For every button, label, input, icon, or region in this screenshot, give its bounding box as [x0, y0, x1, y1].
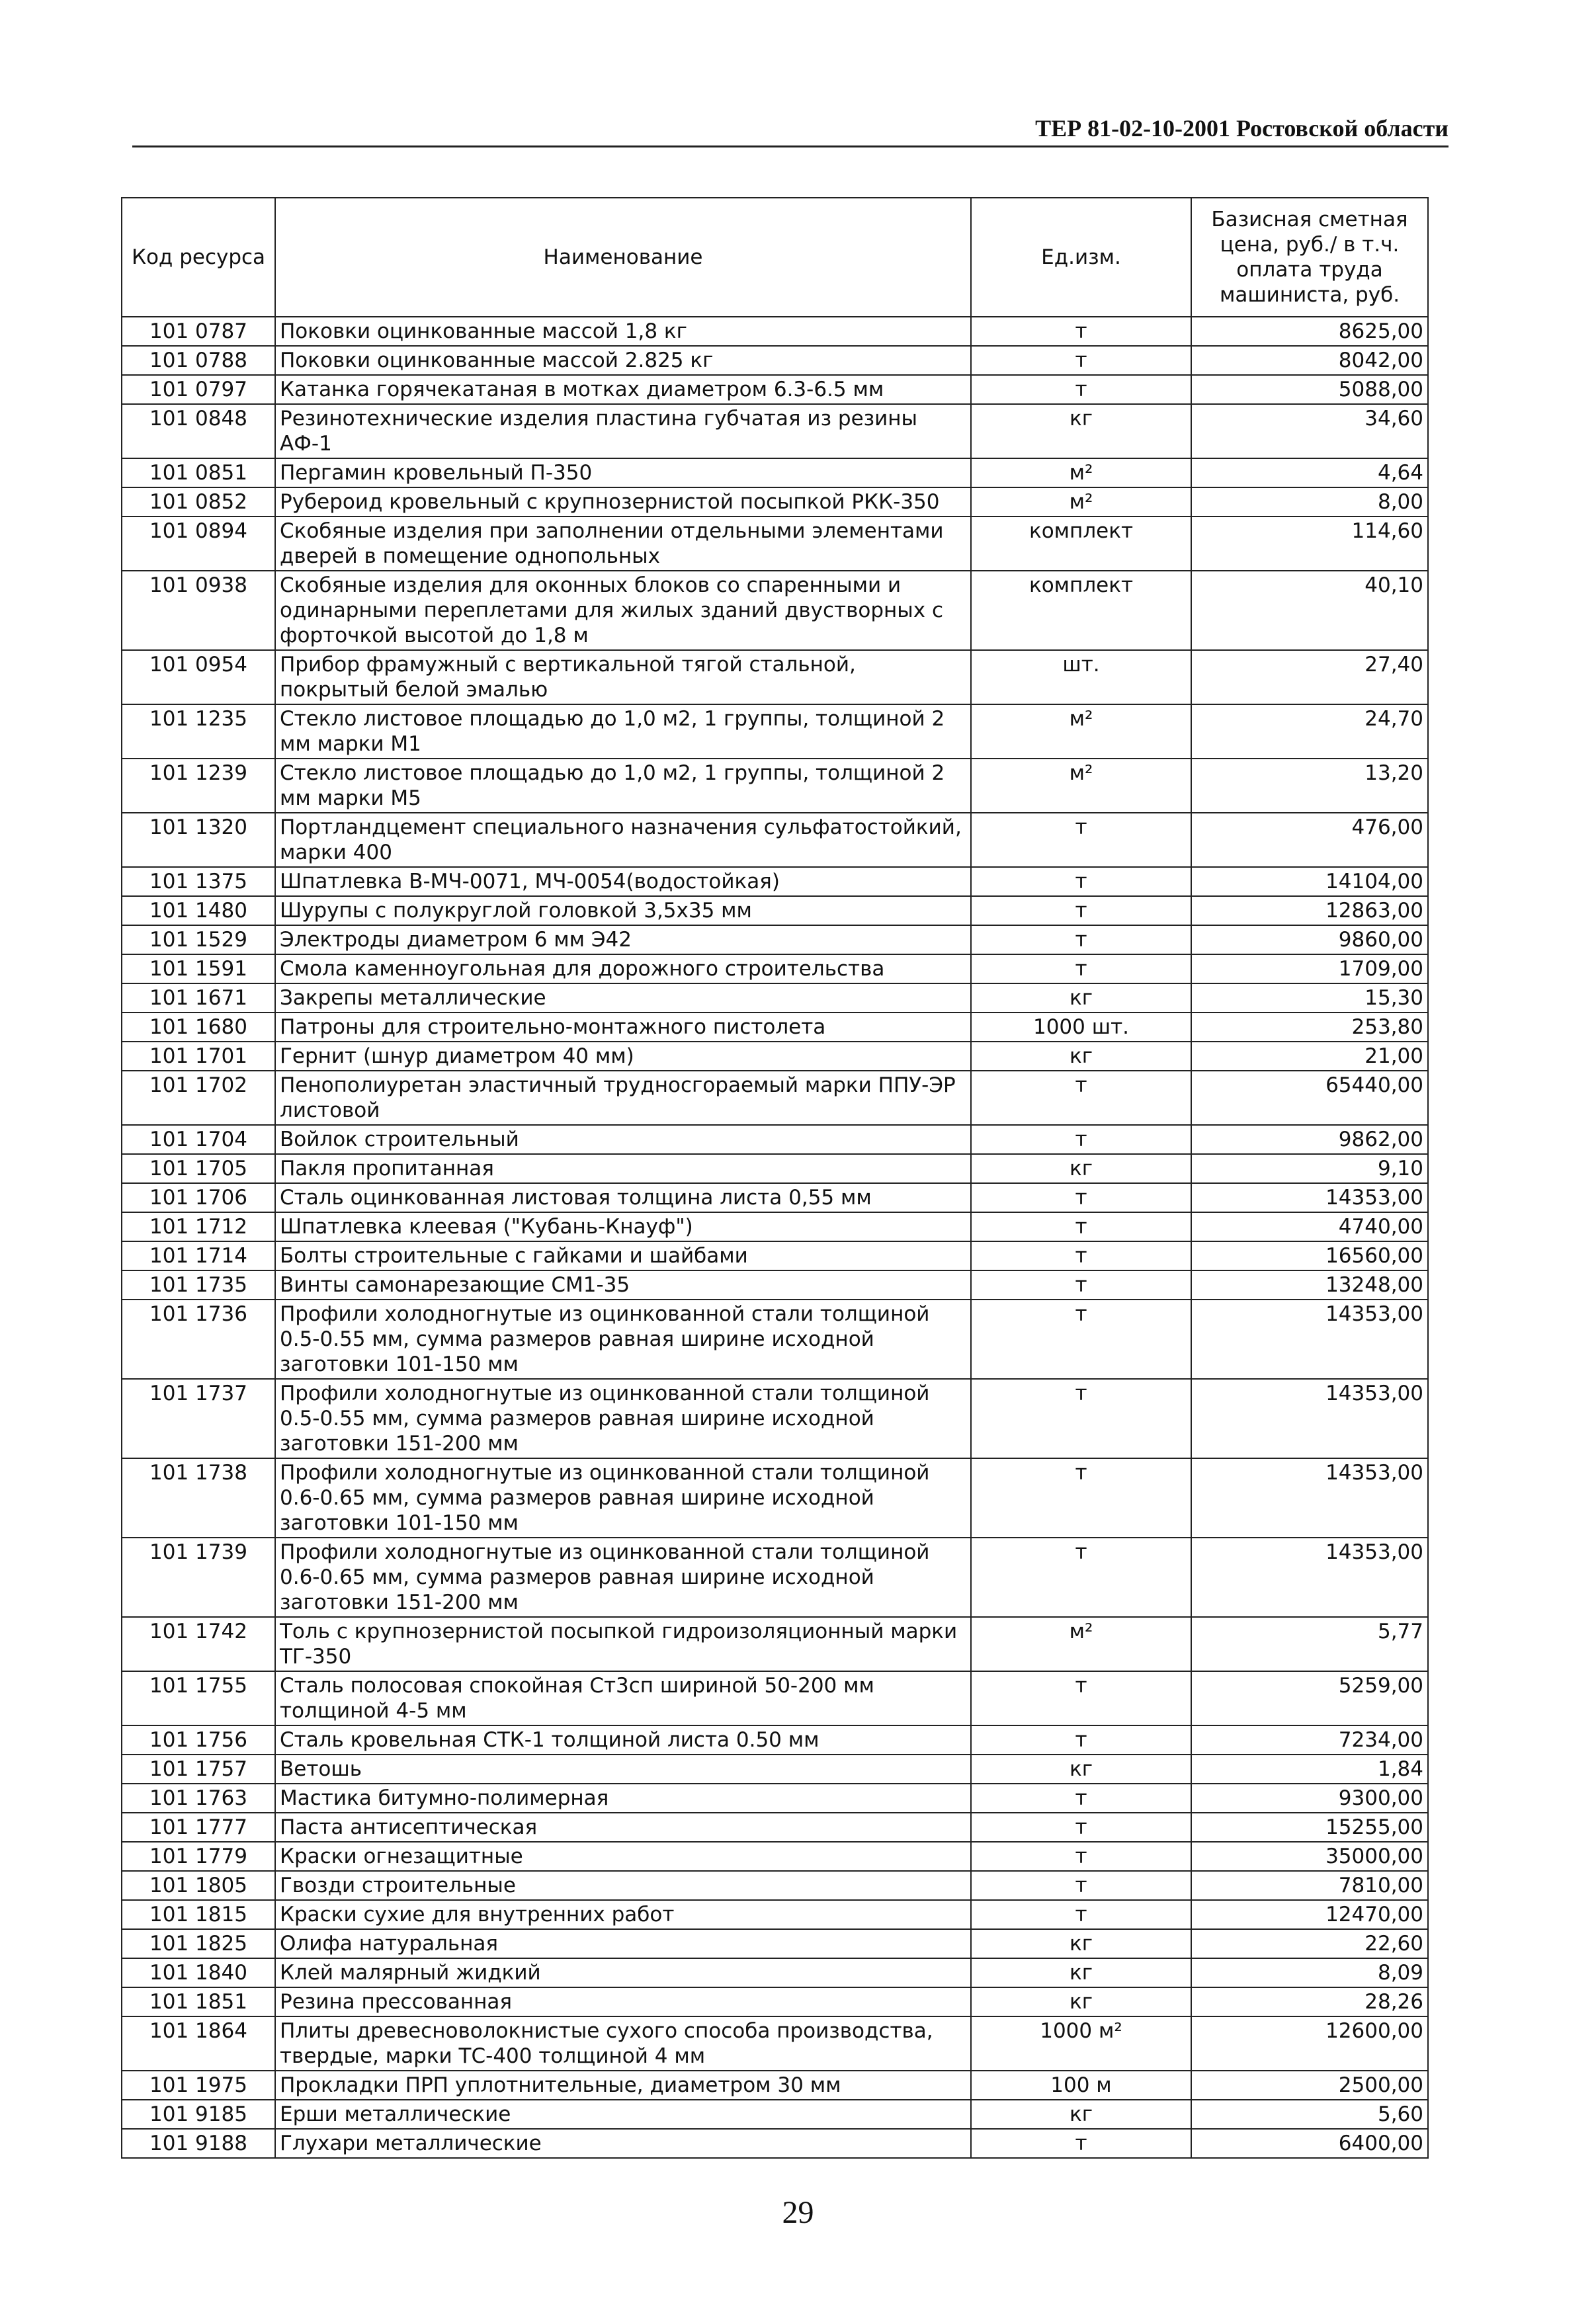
cell-price: 9860,00: [1191, 925, 1428, 954]
table-row: [122, 954, 1428, 983]
table-row: [122, 1300, 1428, 1379]
cell-unit: т: [971, 1538, 1191, 1617]
column-header-code: Код ресурса: [122, 198, 275, 317]
cell-price: 14353,00: [1191, 1458, 1428, 1538]
cell-name: Шпатлевка клеевая ("Кубань-Кнауф"): [275, 1212, 971, 1241]
document-header: ТЕР 81-02-10-2001 Ростовской области: [132, 111, 1449, 147]
cell-code: 101 1680: [122, 1013, 275, 1042]
cell-price: 28,26: [1191, 1987, 1428, 2016]
cell-unit: кг: [971, 2100, 1191, 2129]
cell-name: Винты самонарезающие СМ1-35: [275, 1270, 971, 1300]
cell-price: 5259,00: [1191, 1671, 1428, 1725]
cell-name: Стекло листовое площадью до 1,0 м2, 1 группы, толщиной 2 мм марки М5: [275, 759, 971, 813]
cell-price: 14353,00: [1191, 1379, 1428, 1458]
cell-unit: т: [971, 1300, 1191, 1379]
cell-name: Клей малярный жидкий: [275, 1958, 971, 1987]
cell-unit: т: [971, 1270, 1191, 1300]
table-row: [122, 1042, 1428, 1071]
table-row: [122, 1813, 1428, 1842]
cell-code: 101 1975: [122, 2071, 275, 2100]
cell-code: 101 0787: [122, 317, 275, 346]
cell-unit: 100 м: [971, 2071, 1191, 2100]
cell-price: 8625,00: [1191, 317, 1428, 346]
table-row: [122, 375, 1428, 404]
table-row: [122, 2129, 1428, 2158]
cell-name: Профили холодногнутые из оцинкованной стали толщиной 0.5-0.55 мм, сумма размеров равная ширине исходной заготовки 151-200 мм: [275, 1379, 971, 1458]
cell-unit: м²: [971, 1617, 1191, 1671]
cell-unit: т: [971, 375, 1191, 404]
cell-price: 14104,00: [1191, 867, 1428, 896]
cell-price: 35000,00: [1191, 1842, 1428, 1871]
table-row: [122, 1900, 1428, 1929]
cell-name: Профили холодногнутые из оцинкованной стали толщиной 0.6-0.65 мм, сумма размеров равная ширине исходной заготовки 101-150 мм: [275, 1458, 971, 1538]
table-row: [122, 1784, 1428, 1813]
cell-unit: кг: [971, 1958, 1191, 1987]
cell-unit: 1000 м²: [971, 2016, 1191, 2071]
page-number: 29: [782, 2195, 814, 2230]
cell-price: 22,60: [1191, 1929, 1428, 1958]
cell-unit: т: [971, 1871, 1191, 1900]
cell-unit: кг: [971, 1755, 1191, 1784]
cell-unit: т: [971, 1183, 1191, 1212]
table-row: [122, 896, 1428, 925]
table-row: [122, 404, 1428, 458]
cell-unit: т: [971, 1241, 1191, 1270]
cell-code: 101 9185: [122, 2100, 275, 2129]
cell-name: Сталь кровельная СТК-1 толщиной листа 0.50 мм: [275, 1725, 971, 1755]
cell-name: Поковки оцинкованные массой 1,8 кг: [275, 317, 971, 346]
cell-price: 12863,00: [1191, 896, 1428, 925]
cell-price: 5,77: [1191, 1617, 1428, 1671]
cell-code: 101 1235: [122, 704, 275, 759]
cell-name: Шурупы с полукруглой головкой 3,5х35 мм: [275, 896, 971, 925]
cell-price: 1,84: [1191, 1755, 1428, 1784]
cell-code: 101 1529: [122, 925, 275, 954]
cell-code: 101 0852: [122, 487, 275, 517]
cell-price: 476,00: [1191, 813, 1428, 867]
cell-code: 101 1777: [122, 1813, 275, 1842]
cell-unit: кг: [971, 404, 1191, 458]
table-row: [122, 925, 1428, 954]
cell-unit: т: [971, 1813, 1191, 1842]
table-row: [122, 1617, 1428, 1671]
cell-name: Олифа натуральная: [275, 1929, 971, 1958]
table-header-row: [122, 198, 1428, 317]
cell-code: 101 1591: [122, 954, 275, 983]
cell-price: 21,00: [1191, 1042, 1428, 1071]
cell-code: 101 1864: [122, 2016, 275, 2071]
cell-code: 101 1815: [122, 1900, 275, 1929]
cell-unit: т: [971, 954, 1191, 983]
cell-unit: т: [971, 2129, 1191, 2158]
cell-name: Сталь оцинкованная листовая толщина листа 0,55 мм: [275, 1183, 971, 1212]
cell-unit: т: [971, 1212, 1191, 1241]
cell-name: Патроны для строительно-монтажного пистолета: [275, 1013, 971, 1042]
cell-name: Рубероид кровельный с крупнозернистой посыпкой РКК-350: [275, 487, 971, 517]
cell-price: 13,20: [1191, 759, 1428, 813]
table-row: [122, 1538, 1428, 1617]
table-row: [122, 1154, 1428, 1183]
cell-code: 101 1739: [122, 1538, 275, 1617]
cell-name: Гернит (шнур диаметром 40 мм): [275, 1042, 971, 1071]
cell-name: Скобяные изделия для оконных блоков со спаренными и одинарными переплетами для жилых зданий двустворных с форточкой высотой до 1,8 м: [275, 571, 971, 650]
cell-name: Мастика битумно-полимерная: [275, 1784, 971, 1813]
cell-price: 4,64: [1191, 458, 1428, 487]
cell-code: 101 1805: [122, 1871, 275, 1900]
cell-name: Паста антисептическая: [275, 1813, 971, 1842]
cell-price: 14353,00: [1191, 1538, 1428, 1617]
resource-price-table: [121, 197, 1429, 2159]
table-row: [122, 1379, 1428, 1458]
cell-name: Плиты древесноволокнистые сухого способа производства, твердые, марки ТС-400 толщиной 4 мм: [275, 2016, 971, 2071]
cell-name: Толь с крупнозернистой посыпкой гидроизоляционный марки ТГ-350: [275, 1617, 971, 1671]
cell-code: 101 0954: [122, 650, 275, 704]
table-row: [122, 1183, 1428, 1212]
cell-unit: т: [971, 1784, 1191, 1813]
cell-price: 2500,00: [1191, 2071, 1428, 2100]
cell-price: 9300,00: [1191, 1784, 1428, 1813]
cell-name: Краски огнезащитные: [275, 1842, 971, 1871]
cell-price: 34,60: [1191, 404, 1428, 458]
table-row: [122, 487, 1428, 517]
cell-code: 101 1320: [122, 813, 275, 867]
cell-unit: т: [971, 346, 1191, 375]
table-row: [122, 1071, 1428, 1125]
table-row: [122, 458, 1428, 487]
cell-name: Портландцемент специального назначения сульфатостойкий, марки 400: [275, 813, 971, 867]
table-row: [122, 1125, 1428, 1154]
table-row: [122, 1929, 1428, 1958]
cell-code: 101 1671: [122, 983, 275, 1013]
cell-price: 65440,00: [1191, 1071, 1428, 1125]
cell-unit: шт.: [971, 650, 1191, 704]
cell-price: 15255,00: [1191, 1813, 1428, 1842]
cell-price: 13248,00: [1191, 1270, 1428, 1300]
cell-price: 8,09: [1191, 1958, 1428, 1987]
table-row: [122, 650, 1428, 704]
table-row: [122, 1270, 1428, 1300]
cell-price: 6400,00: [1191, 2129, 1428, 2158]
table-row: [122, 317, 1428, 346]
cell-name: Закрепы металлические: [275, 983, 971, 1013]
cell-code: 101 1736: [122, 1300, 275, 1379]
table-row: [122, 1755, 1428, 1784]
column-header-name: Наименование: [275, 198, 971, 317]
cell-unit: кг: [971, 1042, 1191, 1071]
table-row: [122, 759, 1428, 813]
cell-code: 101 0851: [122, 458, 275, 487]
cell-unit: т: [971, 1125, 1191, 1154]
cell-code: 101 1737: [122, 1379, 275, 1458]
cell-unit: м²: [971, 458, 1191, 487]
cell-unit: кг: [971, 1929, 1191, 1958]
table-row: [122, 1725, 1428, 1755]
cell-name: Профили холодногнутые из оцинкованной стали толщиной 0.5-0.55 мм, сумма размеров равная ширине исходной заготовки 101-150 мм: [275, 1300, 971, 1379]
cell-code: 101 1851: [122, 1987, 275, 2016]
cell-price: 4740,00: [1191, 1212, 1428, 1241]
cell-unit: м²: [971, 704, 1191, 759]
cell-name: Краски сухие для внутренних работ: [275, 1900, 971, 1929]
cell-code: 101 1702: [122, 1071, 275, 1125]
table-row: [122, 2016, 1428, 2071]
cell-price: 12470,00: [1191, 1900, 1428, 1929]
table-row: [122, 517, 1428, 571]
cell-name: Пакля пропитанная: [275, 1154, 971, 1183]
table-row: [122, 1212, 1428, 1241]
cell-price: 12600,00: [1191, 2016, 1428, 2071]
cell-name: Ветошь: [275, 1755, 971, 1784]
table-row: [122, 2071, 1428, 2100]
cell-name: Стекло листовое площадью до 1,0 м2, 1 группы, толщиной 2 мм марки М1: [275, 704, 971, 759]
cell-code: 101 1735: [122, 1270, 275, 1300]
cell-unit: т: [971, 1458, 1191, 1538]
cell-unit: кг: [971, 1154, 1191, 1183]
cell-name: Резинотехнические изделия пластина губчатая из резины АФ-1: [275, 404, 971, 458]
cell-code: 101 1704: [122, 1125, 275, 1154]
cell-unit: м²: [971, 487, 1191, 517]
cell-code: 101 1375: [122, 867, 275, 896]
cell-price: 9,10: [1191, 1154, 1428, 1183]
cell-unit: м²: [971, 759, 1191, 813]
column-header-unit: Ед.изм.: [971, 198, 1191, 317]
cell-code: 101 1705: [122, 1154, 275, 1183]
cell-price: 8,00: [1191, 487, 1428, 517]
cell-code: 101 1825: [122, 1929, 275, 1958]
table-row: [122, 813, 1428, 867]
cell-name: Резина прессованная: [275, 1987, 971, 2016]
cell-price: 7810,00: [1191, 1871, 1428, 1900]
cell-name: Гвозди строительные: [275, 1871, 971, 1900]
cell-price: 114,60: [1191, 517, 1428, 571]
cell-name: Скобяные изделия при заполнении отдельными элементами дверей в помещение однопольных: [275, 517, 971, 571]
cell-name: Прокладки ПРП уплотнительные, диаметром 30 мм: [275, 2071, 971, 2100]
cell-name: Глухари металлические: [275, 2129, 971, 2158]
cell-unit: т: [971, 813, 1191, 867]
table-body: [122, 317, 1428, 2158]
cell-price: 14353,00: [1191, 1300, 1428, 1379]
cell-price: 5,60: [1191, 2100, 1428, 2129]
table-row: [122, 571, 1428, 650]
cell-price: 9862,00: [1191, 1125, 1428, 1154]
cell-price: 5088,00: [1191, 375, 1428, 404]
cell-name: Пенополиуретан эластичный трудносгораемый марки ППУ-ЭР листовой: [275, 1071, 971, 1125]
table-row: [122, 1671, 1428, 1725]
cell-price: 14353,00: [1191, 1183, 1428, 1212]
cell-code: 101 1763: [122, 1784, 275, 1813]
cell-name: Пергамин кровельный П-350: [275, 458, 971, 487]
cell-code: 101 1712: [122, 1212, 275, 1241]
table-row: [122, 1842, 1428, 1871]
table-row: [122, 1958, 1428, 1987]
cell-code: 101 1757: [122, 1755, 275, 1784]
cell-code: 101 9188: [122, 2129, 275, 2158]
cell-code: 101 1779: [122, 1842, 275, 1871]
cell-code: 101 0797: [122, 375, 275, 404]
cell-code: 101 1756: [122, 1725, 275, 1755]
cell-name: Ерши металлические: [275, 2100, 971, 2129]
table-row: [122, 2100, 1428, 2129]
cell-unit: т: [971, 1842, 1191, 1871]
cell-unit: т: [971, 1900, 1191, 1929]
cell-code: 101 1714: [122, 1241, 275, 1270]
cell-code: 101 1706: [122, 1183, 275, 1212]
cell-name: Болты строительные с гайками и шайбами: [275, 1241, 971, 1270]
cell-unit: т: [971, 1379, 1191, 1458]
cell-code: 101 0788: [122, 346, 275, 375]
cell-code: 101 1239: [122, 759, 275, 813]
cell-unit: комплект: [971, 517, 1191, 571]
table-row: [122, 1241, 1428, 1270]
table-row: [122, 346, 1428, 375]
cell-unit: 1000 шт.: [971, 1013, 1191, 1042]
cell-unit: т: [971, 317, 1191, 346]
cell-price: 253,80: [1191, 1013, 1428, 1042]
cell-unit: т: [971, 867, 1191, 896]
cell-name: Профили холодногнутые из оцинкованной стали толщиной 0.6-0.65 мм, сумма размеров равная ширине исходной заготовки 151-200 мм: [275, 1538, 971, 1617]
cell-price: 40,10: [1191, 571, 1428, 650]
cell-name: Войлок строительный: [275, 1125, 971, 1154]
cell-price: 16560,00: [1191, 1241, 1428, 1270]
cell-unit: т: [971, 1671, 1191, 1725]
cell-code: 101 1742: [122, 1617, 275, 1671]
cell-unit: кг: [971, 983, 1191, 1013]
cell-code: 101 0938: [122, 571, 275, 650]
cell-code: 101 1840: [122, 1958, 275, 1987]
cell-name: Шпатлевка В-МЧ-0071, МЧ-0054(водостойкая): [275, 867, 971, 896]
table-row: [122, 1871, 1428, 1900]
cell-name: Поковки оцинкованные массой 2.825 кг: [275, 346, 971, 375]
cell-code: 101 1755: [122, 1671, 275, 1725]
table-row: [122, 1013, 1428, 1042]
cell-name: Прибор фрамужный с вертикальной тягой стальной, покрытый белой эмалью: [275, 650, 971, 704]
cell-name: Электроды диаметром 6 мм Э42: [275, 925, 971, 954]
cell-code: 101 1701: [122, 1042, 275, 1071]
column-header-price: Базисная сметная цена, руб./ в т.ч. оплата труда машиниста, руб.: [1191, 198, 1428, 317]
cell-name: Сталь полосовая спокойная Ст3сп шириной 50-200 мм толщиной 4-5 мм: [275, 1671, 971, 1725]
cell-code: 101 1738: [122, 1458, 275, 1538]
cell-name: Смола каменноугольная для дорожного строительства: [275, 954, 971, 983]
table-row: [122, 704, 1428, 759]
cell-price: 1709,00: [1191, 954, 1428, 983]
cell-unit: т: [971, 1725, 1191, 1755]
cell-code: 101 1480: [122, 896, 275, 925]
table-row: [122, 1987, 1428, 2016]
cell-name: Катанка горячекатаная в мотках диаметром 6.3-6.5 мм: [275, 375, 971, 404]
cell-price: 8042,00: [1191, 346, 1428, 375]
cell-unit: комплект: [971, 571, 1191, 650]
cell-price: 15,30: [1191, 983, 1428, 1013]
table-row: [122, 1458, 1428, 1538]
cell-code: 101 0894: [122, 517, 275, 571]
cell-unit: т: [971, 896, 1191, 925]
table-row: [122, 867, 1428, 896]
cell-code: 101 0848: [122, 404, 275, 458]
cell-price: 27,40: [1191, 650, 1428, 704]
table-row: [122, 983, 1428, 1013]
cell-price: 7234,00: [1191, 1725, 1428, 1755]
cell-unit: т: [971, 925, 1191, 954]
cell-unit: кг: [971, 1987, 1191, 2016]
cell-price: 24,70: [1191, 704, 1428, 759]
cell-unit: т: [971, 1071, 1191, 1125]
